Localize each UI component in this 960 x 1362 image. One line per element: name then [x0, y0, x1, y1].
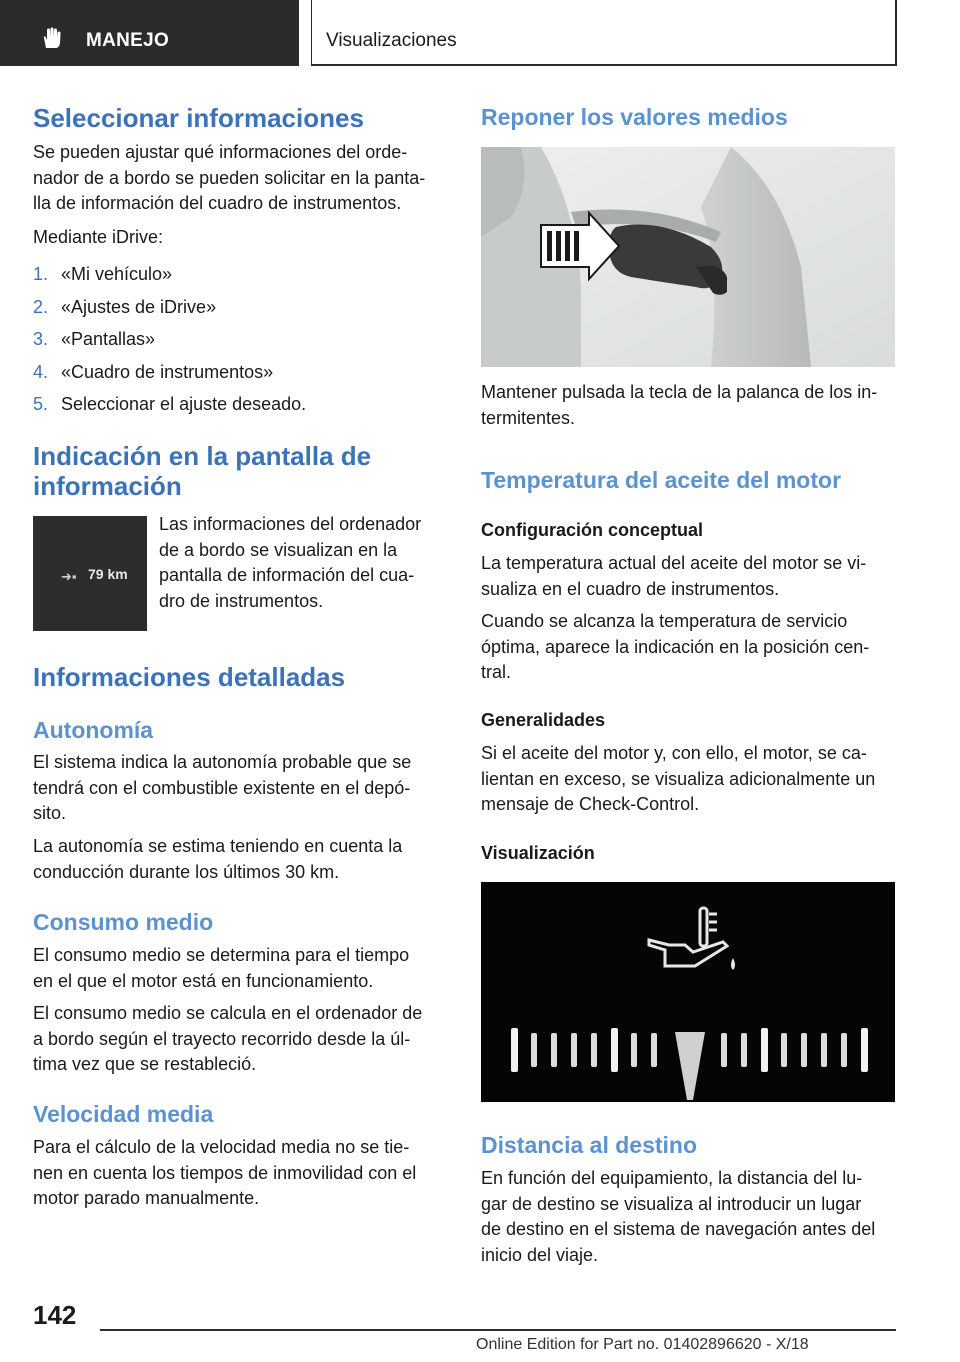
vel-para-line-2: nen en cuenta los tiempos de inmovilidad con el: [33, 1162, 417, 1183]
heading-generalidades: Generalidades: [481, 710, 606, 730]
range-value: 79 km: [88, 566, 128, 582]
gen-para-line-1: Si el aceite del motor y, con ello, el motor, se ca‐: [481, 743, 867, 763]
aut-para-line-2: tendrá con el combustible existente en el depó‐: [33, 777, 411, 798]
conf-para2-line-2: óptima, aparece la indicación en la posición cen‐: [481, 636, 870, 657]
gauge-needle: [675, 1032, 705, 1100]
steps-list: [33, 262, 447, 425]
lever-illustration: [481, 147, 895, 367]
range-display-image: [33, 516, 147, 631]
footer-edition: Online Edition for Part no. 01402896620 - X/18: [476, 1336, 809, 1353]
list-item: 1. «Mi vehículo»: [33, 264, 173, 284]
sel-para-idrive: Mediante iDrive:: [33, 227, 164, 247]
heading-temperatura: Temperatura del aceite del motor: [481, 467, 842, 493]
gauge-tick: [841, 1033, 847, 1067]
aut-para-line-3: sito.: [33, 803, 67, 823]
gauge-tick: [651, 1033, 657, 1067]
dist-para-line-1: En función del equipamiento, la distancia del lu‐: [481, 1168, 863, 1188]
ind-para-line-2: de a bordo se visualizan en la: [159, 539, 398, 560]
list-item: 4. «Cuadro de instrumentos»: [33, 361, 274, 382]
con-para-line-2: en el que el motor está en funcionamiento.: [33, 970, 374, 991]
range-arrow-icon: ➜▪: [61, 569, 77, 584]
section-tab: [0, 0, 299, 66]
hand-icon: [38, 26, 64, 52]
ind-para-line-3: pantalla de información del cua‐: [159, 565, 415, 585]
list-item: 2. «Ajustes de iDrive»: [33, 296, 217, 317]
gen-para-line-3: mensaje de Check-Control.: [481, 794, 700, 814]
vel-para-line-1: Para el cálculo de la velocidad media no se tie‐: [33, 1137, 410, 1157]
footer-divider: [100, 1329, 896, 1331]
ind-para-line-1: Las informaciones del ordenador: [159, 514, 422, 534]
dist-para-line-4: inicio del viaje.: [481, 1244, 599, 1265]
gauge-ticks-right: [721, 1028, 868, 1072]
heading-detalladas: Informaciones detalladas: [33, 662, 346, 692]
conf-para-line-1: La temperatura actual del aceite del motor se vi‐: [481, 553, 867, 573]
page-number: 142: [33, 1300, 77, 1330]
heading-reponer: Reponer los valores medios: [481, 104, 788, 130]
conf-para-line-2: sualiza en el cuadro de instrumentos.: [481, 578, 780, 599]
sel-para-line-2: nador de a bordo se pueden solicitar en la panta‐: [33, 167, 426, 188]
ind-para-line-4: dro de instrumentos.: [159, 590, 324, 611]
oil-temperature-display: [481, 882, 895, 1102]
sel-para-line-3: lla de información del cuadro de instrumentos.: [33, 193, 402, 213]
aut-para-line-1: El sistema indica la autonomía probable que se: [33, 752, 412, 772]
vel-para-line-3: motor parado manualmente.: [33, 1188, 260, 1208]
list-item: 5. Seleccionar el ajuste deseado.: [33, 394, 307, 414]
heading-configuracion: Configuración conceptual: [481, 520, 704, 540]
heading-autonomia: Autonomía: [33, 717, 154, 743]
con-para-line-1: El consumo medio se determina para el tiempo: [33, 945, 410, 965]
conf-para2-line-1: Cuando se alcanza la temperatura de servicio: [481, 611, 848, 631]
gauge-tick: [531, 1033, 537, 1067]
gauge-tick: [861, 1028, 868, 1072]
gauge-tick: [551, 1033, 557, 1067]
turn-signal-lever-photo: [481, 147, 895, 367]
gauge-tick: [801, 1033, 807, 1067]
heading-indicacion-l1: Indicación en la pantalla de: [33, 441, 372, 471]
gen-para-line-2: lientan en exceso, se visualiza adicionalmente un: [481, 768, 876, 789]
oil-can-thermometer-icon: [649, 908, 727, 966]
con-para2-line-1: El consumo medio se calcula en el ordenador de: [33, 1003, 423, 1023]
subsection-label: Visualizaciones: [326, 30, 457, 51]
heading-consumo: Consumo medio: [33, 909, 214, 935]
gauge-tick: [761, 1028, 768, 1072]
oil-gauge: [481, 882, 895, 1102]
gauge-tick: [571, 1033, 577, 1067]
heading-distancia: Distancia al destino: [481, 1132, 698, 1158]
heading-seleccionar: Seleccionar informaciones: [33, 103, 364, 133]
gauge-tick: [821, 1033, 827, 1067]
rep-para-line-1: Mantener pulsada la tecla de la palanca de los in‐: [481, 382, 878, 402]
aut-para2-line-2: conducción durante los últimos 30 km.: [33, 861, 340, 882]
gauge-tick: [631, 1033, 637, 1067]
list-item: 3. «Pantallas»: [33, 329, 156, 349]
dist-para-line-2: gar de destino se visualiza al introducir un lugar: [481, 1193, 862, 1214]
sel-para-line-1: Se pueden ajustar qué informaciones del orde‐: [33, 142, 408, 162]
con-para2-line-2: a bordo según el trayecto recorrido desde la úl‐: [33, 1028, 411, 1049]
subsection-tab: [311, 0, 897, 66]
heading-velocidad: Velocidad media: [33, 1101, 214, 1127]
heading-visualizacion: Visualización: [481, 843, 595, 863]
gauge-tick: [741, 1033, 747, 1067]
gauge-tick: [721, 1033, 727, 1067]
section-label: MANEJO: [86, 30, 170, 51]
gauge-tick: [781, 1033, 787, 1067]
gauge-tick: [511, 1028, 518, 1072]
dist-para-line-3: de destino en el sistema de navegación antes del: [481, 1219, 876, 1239]
con-para2-line-3: tima vez que se restableció.: [33, 1054, 257, 1074]
aut-para2-line-1: La autonomía se estima teniendo en cuenta la: [33, 836, 403, 856]
gauge-tick: [611, 1028, 618, 1072]
conf-para2-line-3: tral.: [481, 662, 512, 682]
gauge-ticks-left: [511, 1028, 657, 1072]
heading-indicacion-l2: información: [33, 471, 182, 501]
gauge-tick: [591, 1033, 597, 1067]
rep-para-line-2: termitentes.: [481, 407, 576, 428]
